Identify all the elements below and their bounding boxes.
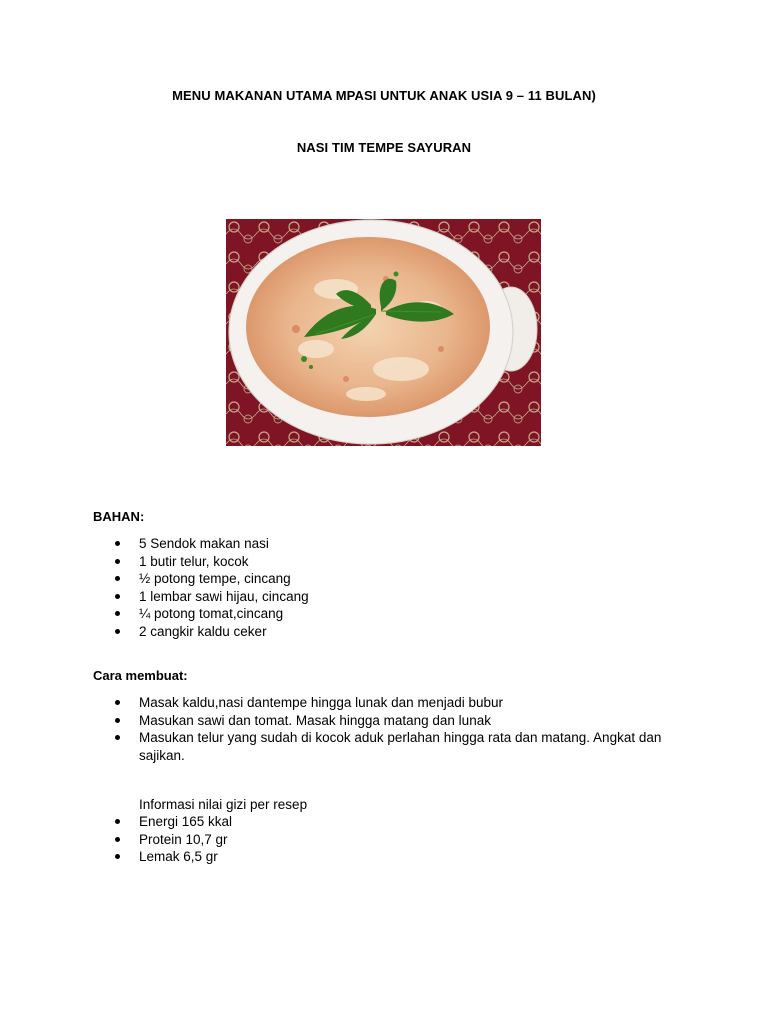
bullet-icon	[115, 854, 120, 859]
bahan-list	[0, 535, 679, 640]
list-item: ¼ potong tomat,cincang	[0, 605, 679, 623]
bullet-icon	[115, 576, 120, 581]
bullet-icon	[115, 700, 120, 705]
bullet-icon	[115, 611, 120, 616]
bullet-icon	[115, 819, 120, 824]
bullet-icon	[115, 541, 120, 546]
gizi-list	[0, 813, 679, 866]
gizi-intro: Informasi nilai gizi per resep	[139, 797, 308, 812]
cara-list	[0, 694, 679, 764]
list-item: Masukan telur yang sudah di kocok aduk perlahan hingga rata dan matang. Angkat dan sajikan.	[0, 729, 679, 764]
cara-heading: Cara membuat:	[93, 668, 188, 683]
list-item: 2 cangkir kaldu ceker	[0, 623, 679, 641]
bullet-icon	[115, 718, 120, 723]
bullet-icon	[115, 559, 120, 564]
bullet-icon	[115, 629, 120, 634]
document-title: MENU MAKANAN UTAMA MPASI UNTUK ANAK USIA 9 – 11 BULAN)	[172, 88, 596, 103]
list-item: Masak kaldu,nasi dantempe hingga lunak dan menjadi bubur	[0, 694, 679, 712]
food-photo	[226, 219, 541, 446]
bullet-icon	[115, 735, 120, 740]
list-item: 5 Sendok makan nasi	[0, 535, 679, 553]
list-item: 1 butir telur, kocok	[0, 553, 679, 571]
bahan-heading: BAHAN:	[93, 509, 145, 524]
list-item: ½ potong tempe, cincang	[0, 570, 679, 588]
list-item: Protein 10,7 gr	[0, 831, 679, 849]
list-item: Lemak 6,5 gr	[0, 848, 679, 866]
list-item: Masukan sawi dan tomat. Masak hingga matang dan lunak	[0, 712, 679, 730]
bullet-icon	[115, 837, 120, 842]
bullet-icon	[115, 594, 120, 599]
list-item: 1 lembar sawi hijau, cincang	[0, 588, 679, 606]
recipe-title: NASI TIM TEMPE SAYURAN	[296, 140, 472, 155]
list-item: Energi 165 kkal	[0, 813, 679, 831]
